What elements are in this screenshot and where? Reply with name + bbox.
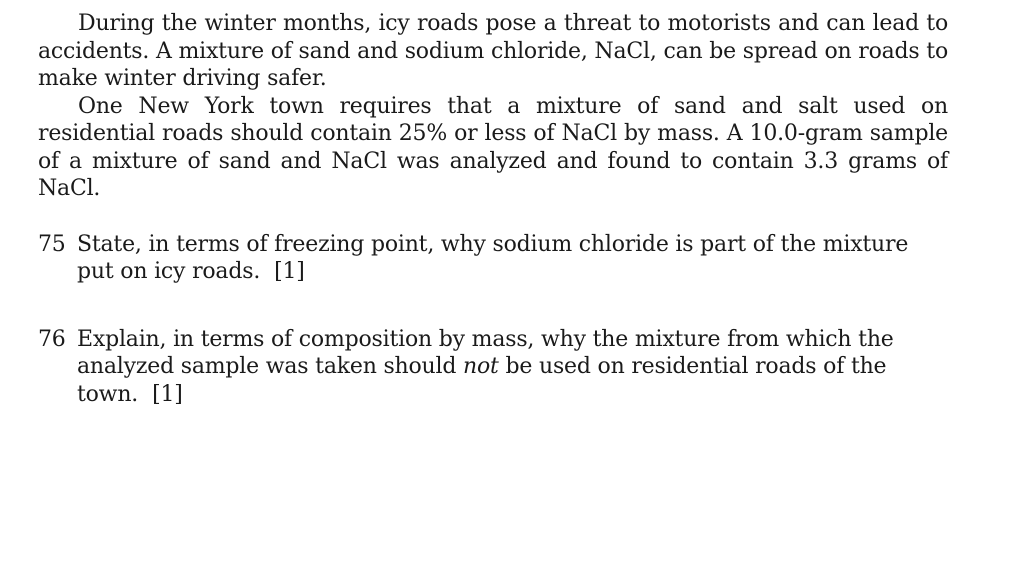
- passage-paragraph-2: One New York town requires that a mixture of sand and salt used on residential roads should contain 25% or less of NaCl by mass. A 10.0-gram sample of a mixture of sand and NaCl was analyzed and found to contain 3.3 grams of NaCl.: [38, 93, 948, 201]
- question-points: [1]: [152, 381, 183, 407]
- exam-page: [38, 10, 948, 408]
- question-text-after: be used on residential roads of the town.: [77, 354, 887, 407]
- question-75: [38, 231, 948, 286]
- question-number: 75: [38, 231, 66, 257]
- question-points: [1]: [274, 259, 305, 284]
- question-emphasis: not: [463, 354, 499, 379]
- question-76: [38, 326, 948, 409]
- question-number: 76: [38, 326, 66, 352]
- question-text-before: Explain, in terms of composition by mass, why the mixture from which the analyzed sample was taken should: [77, 326, 894, 379]
- question-text: State, in terms of freezing point, why sodium chloride is part of the mixture put on icy roads.: [77, 231, 909, 284]
- passage-paragraph-1: During the winter months, icy roads pose a threat to motorists and can lead to accidents. A mixture of sand and sodium chloride, NaCl, can be spread on roads to make winter driving safer.: [38, 11, 948, 91]
